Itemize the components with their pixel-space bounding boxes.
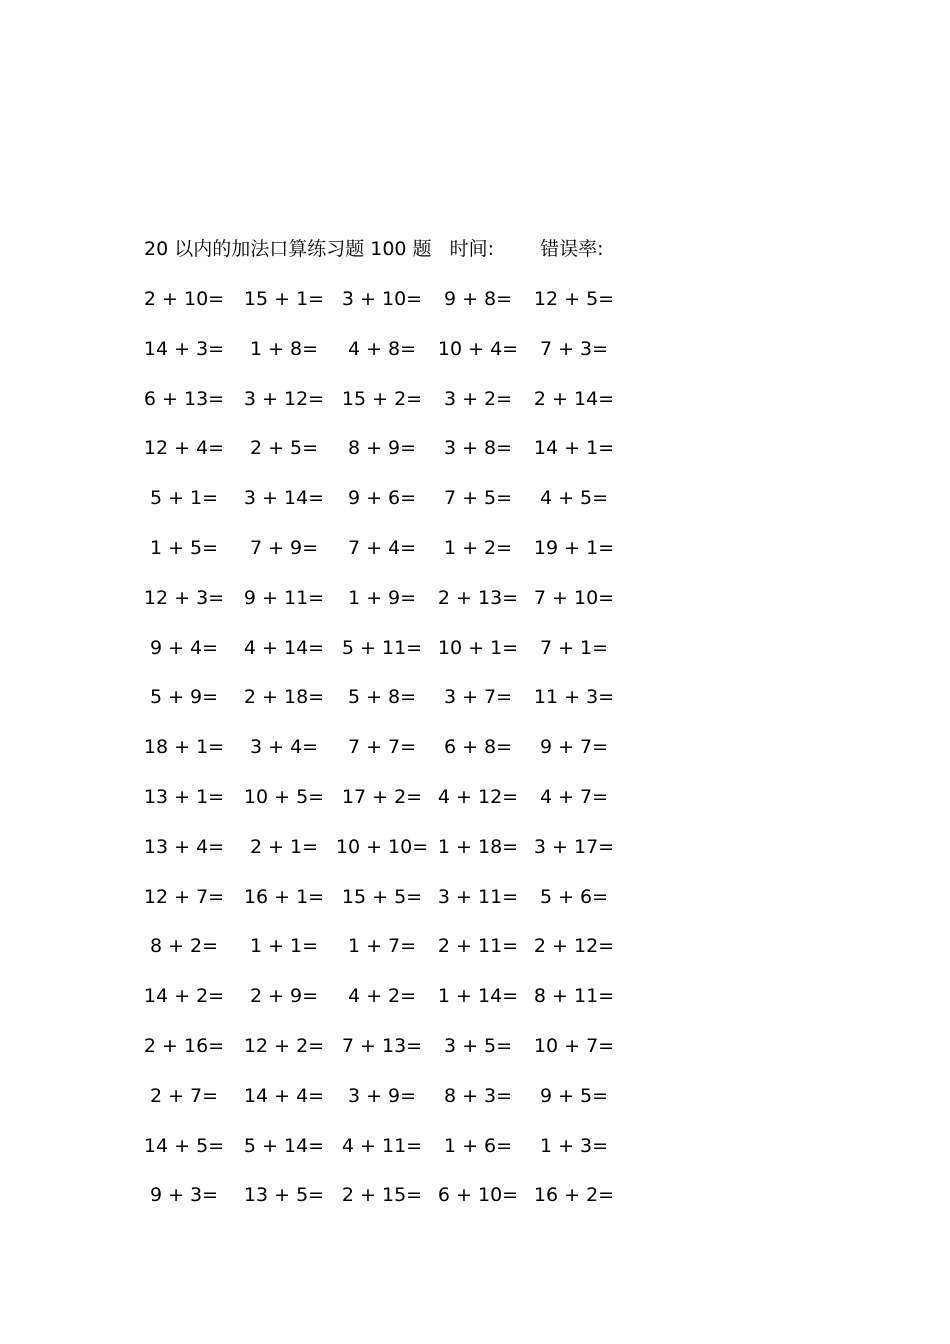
addition-problem: 7 + 10=: [533, 586, 615, 609]
addition-problem: 12 + 2=: [243, 1035, 325, 1057]
addition-problem: 8 + 9=: [347, 437, 417, 460]
addition-problem: 3 + 12=: [243, 387, 325, 410]
addition-problem: 2 + 14=: [533, 387, 615, 410]
addition-problem: 9 + 6=: [347, 487, 417, 510]
addition-problem: 9 + 8=: [443, 288, 513, 310]
addition-problem: 2 + 5=: [249, 437, 319, 460]
addition-problem: 14 + 2=: [143, 985, 225, 1008]
addition-problem: 15 + 1=: [243, 288, 325, 310]
problem-row: [0, 931, 950, 961]
addition-problem: 12 + 3=: [143, 586, 225, 609]
addition-problem: 1 + 14=: [437, 985, 519, 1008]
problem-row: [0, 732, 950, 762]
problem-row: [0, 782, 950, 812]
addition-problem: 4 + 5=: [539, 487, 609, 510]
problem-row: [0, 483, 950, 513]
problem-row: [0, 1031, 950, 1061]
addition-problem: 13 + 4=: [143, 835, 225, 858]
problem-row: [0, 583, 950, 613]
addition-problem: 2 + 9=: [249, 985, 319, 1008]
addition-problem: 3 + 7=: [443, 686, 513, 709]
addition-problem: 3 + 8=: [443, 437, 513, 460]
addition-problem: 8 + 11=: [533, 985, 615, 1008]
addition-problem: 1 + 5=: [149, 537, 219, 559]
addition-problem: 7 + 9=: [249, 537, 319, 559]
addition-problem: 13 + 1=: [143, 786, 225, 808]
addition-problem: 8 + 3=: [443, 1084, 513, 1107]
addition-problem: 8 + 2=: [149, 935, 219, 958]
addition-problem: 2 + 10=: [143, 288, 225, 310]
worksheet-title: 20 以内的加法口算练习题 100 题: [144, 238, 432, 260]
addition-problem: 7 + 13=: [341, 1035, 423, 1057]
addition-problem: 5 + 11=: [341, 636, 423, 659]
problem-row: [0, 284, 950, 314]
addition-problem: 9 + 7=: [539, 736, 609, 759]
addition-problem: 12 + 4=: [143, 437, 225, 460]
problem-row: [0, 334, 950, 364]
addition-problem: 14 + 3=: [143, 337, 225, 360]
addition-problem: 9 + 4=: [149, 636, 219, 659]
addition-problem: 3 + 5=: [443, 1035, 513, 1057]
addition-problem: 5 + 1=: [149, 487, 219, 510]
addition-problem: 12 + 5=: [533, 288, 615, 310]
addition-problem: 3 + 14=: [243, 487, 325, 510]
addition-problem: 2 + 16=: [143, 1035, 225, 1057]
addition-problem: 11 + 3=: [533, 686, 615, 709]
addition-problem: 7 + 3=: [539, 337, 609, 360]
addition-problem: 7 + 1=: [539, 636, 609, 659]
addition-problem: 4 + 2=: [347, 985, 417, 1008]
addition-problem: 3 + 4=: [249, 736, 319, 759]
addition-problem: 2 + 12=: [533, 935, 615, 958]
addition-problem: 2 + 7=: [149, 1084, 219, 1107]
addition-problem: 14 + 5=: [143, 1134, 225, 1157]
addition-problem: 1 + 1=: [249, 935, 319, 958]
addition-problem: 5 + 8=: [347, 686, 417, 709]
addition-problem: 7 + 4=: [347, 537, 417, 559]
addition-problem: 3 + 10=: [341, 288, 423, 310]
addition-problem: 3 + 2=: [443, 387, 513, 410]
problem-row: [0, 1131, 950, 1161]
problem-row: [0, 1180, 950, 1210]
addition-problem: 1 + 18=: [437, 835, 519, 858]
addition-problem: 17 + 2=: [341, 786, 423, 808]
addition-problem: 9 + 3=: [149, 1184, 219, 1207]
addition-problem: 2 + 1=: [249, 835, 319, 858]
addition-problem: 1 + 7=: [347, 935, 417, 958]
addition-problem: 10 + 4=: [437, 337, 519, 360]
addition-problem: 19 + 1=: [533, 537, 615, 559]
addition-problem: 10 + 1=: [437, 636, 519, 659]
addition-problem: 4 + 14=: [243, 636, 325, 659]
addition-problem: 15 + 2=: [341, 387, 423, 410]
time-label: 时间:: [449, 238, 495, 260]
problem-row: [0, 832, 950, 862]
addition-problem: 4 + 7=: [539, 786, 609, 808]
addition-problem: 5 + 14=: [243, 1134, 325, 1157]
addition-problem: 13 + 5=: [243, 1184, 325, 1207]
addition-problem: 1 + 2=: [443, 537, 513, 559]
addition-problem: 12 + 7=: [143, 885, 225, 908]
addition-problem: 3 + 17=: [533, 835, 615, 858]
addition-problem: 10 + 7=: [533, 1035, 615, 1057]
addition-problem: 5 + 9=: [149, 686, 219, 709]
problem-row: [0, 682, 950, 712]
addition-problem: 9 + 5=: [539, 1084, 609, 1107]
problem-row: [0, 882, 950, 912]
addition-problem: 2 + 15=: [341, 1184, 423, 1207]
addition-problem: 7 + 5=: [443, 487, 513, 510]
problem-row: [0, 433, 950, 463]
addition-problem: 6 + 13=: [143, 387, 225, 410]
addition-problem: 10 + 5=: [243, 786, 325, 808]
addition-problem: 6 + 10=: [437, 1184, 519, 1207]
addition-problem: 2 + 11=: [437, 935, 519, 958]
addition-problem: 1 + 3=: [539, 1134, 609, 1157]
addition-problem: 2 + 18=: [243, 686, 325, 709]
addition-problem: 1 + 8=: [249, 337, 319, 360]
addition-problem: 14 + 1=: [533, 437, 615, 460]
addition-problem: 7 + 7=: [347, 736, 417, 759]
addition-problem: 16 + 1=: [243, 885, 325, 908]
problem-row: [0, 1081, 950, 1111]
problem-row: [0, 533, 950, 563]
addition-problem: 3 + 9=: [347, 1084, 417, 1107]
addition-problem: 1 + 9=: [347, 586, 417, 609]
addition-problem: 10 + 10=: [335, 835, 429, 858]
addition-problem: 4 + 8=: [347, 337, 417, 360]
addition-problem: 9 + 11=: [243, 586, 325, 609]
problem-row: [0, 981, 950, 1011]
addition-problem: 16 + 2=: [533, 1184, 615, 1207]
problem-row: [0, 384, 950, 414]
addition-problem: 18 + 1=: [143, 736, 225, 759]
error-rate-label: 错误率:: [540, 238, 604, 260]
addition-problem: 14 + 4=: [243, 1084, 325, 1107]
addition-problem: 6 + 8=: [443, 736, 513, 759]
addition-problem: 3 + 11=: [437, 885, 519, 908]
addition-problem: 15 + 5=: [341, 885, 423, 908]
addition-problem: 4 + 12=: [437, 786, 519, 808]
problem-row: [0, 633, 950, 663]
addition-problem: 5 + 6=: [539, 885, 609, 908]
addition-problem: 4 + 11=: [341, 1134, 423, 1157]
addition-problem: 1 + 6=: [443, 1134, 513, 1157]
addition-problem: 2 + 13=: [437, 586, 519, 609]
